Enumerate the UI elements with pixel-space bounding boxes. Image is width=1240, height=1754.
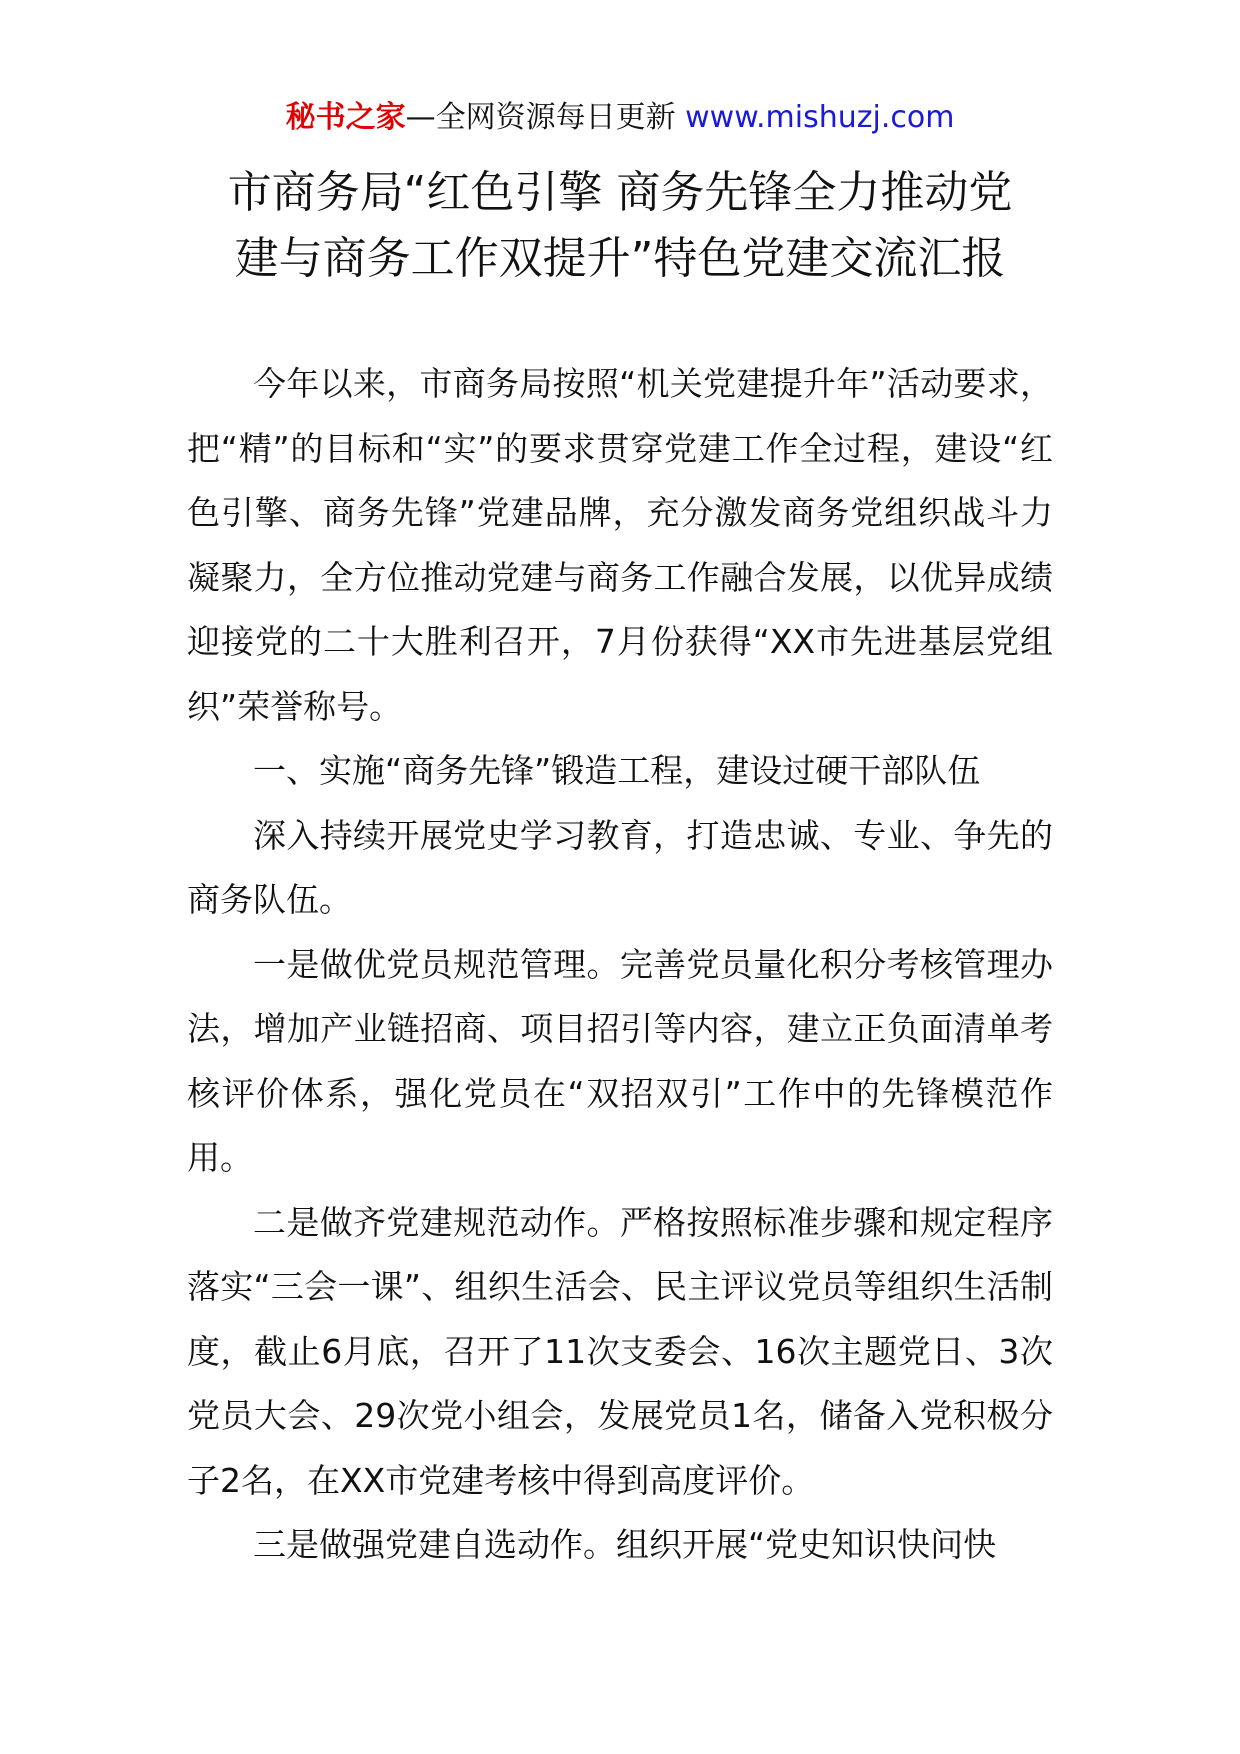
site-url-link[interactable]: www.mishuzj.com — [685, 100, 955, 135]
header-tagline: —全网资源每日更新 — [405, 100, 676, 135]
section-heading-1: 一、实施“商务先锋”锻造工程，建设过硬干部队伍 — [253, 751, 981, 790]
document-title — [120, 160, 1120, 292]
document-body — [187, 352, 1053, 1578]
intro-paragraph: 今年以来，市商务局按照“机关党建提升年”活动要求，把“精”的目标和“实”的要求贯穿党建工作全过程，建设“红色引擎、商务先锋”党建品牌，充分激发商务党组织战斗力凝聚力，全方位推动党建与商务工作融合发展，以优异成绩迎接党的二十大胜利召开，7月份获得“XX市先进基层党组织”荣誉称号。 — [187, 364, 1053, 726]
point-3-paragraph: 三是做强党建自选动作。组织开展“党史知识快问快 — [253, 1525, 997, 1564]
title-line-1: 市商务局“红色引擎 商务先锋全力推动党 — [227, 167, 1013, 218]
section-intro-paragraph: 深入持续开展党史学习教育，打造忠诚、专业、争先的商务队伍。 — [187, 815, 1053, 919]
point-2-paragraph: 二是做齐党建规范动作。严格按照标准步骤和规定程序落实“三会一课”、组织生活会、民主评议党员等组织生活制度，截止6月底，召开了11次支委会、16次主题党日、3次党员大会、29次党小组会，发展党员1名，储备入党积极分子2名，在XX市党建考核中得到高度评价。 — [187, 1202, 1053, 1500]
site-header — [0, 98, 1240, 138]
point-1-paragraph: 一是做优党员规范管理。完善党员量化积分考核管理办法，增加产业链招商、项目招引等内容，建立正负面清单考核评价体系，强化党员在“双招双引”工作中的先锋模范作用。 — [187, 944, 1053, 1177]
brand-name: 秘书之家 — [285, 100, 406, 135]
title-line-2: 建与商务工作双提升”特色党建交流汇报 — [234, 233, 1006, 284]
